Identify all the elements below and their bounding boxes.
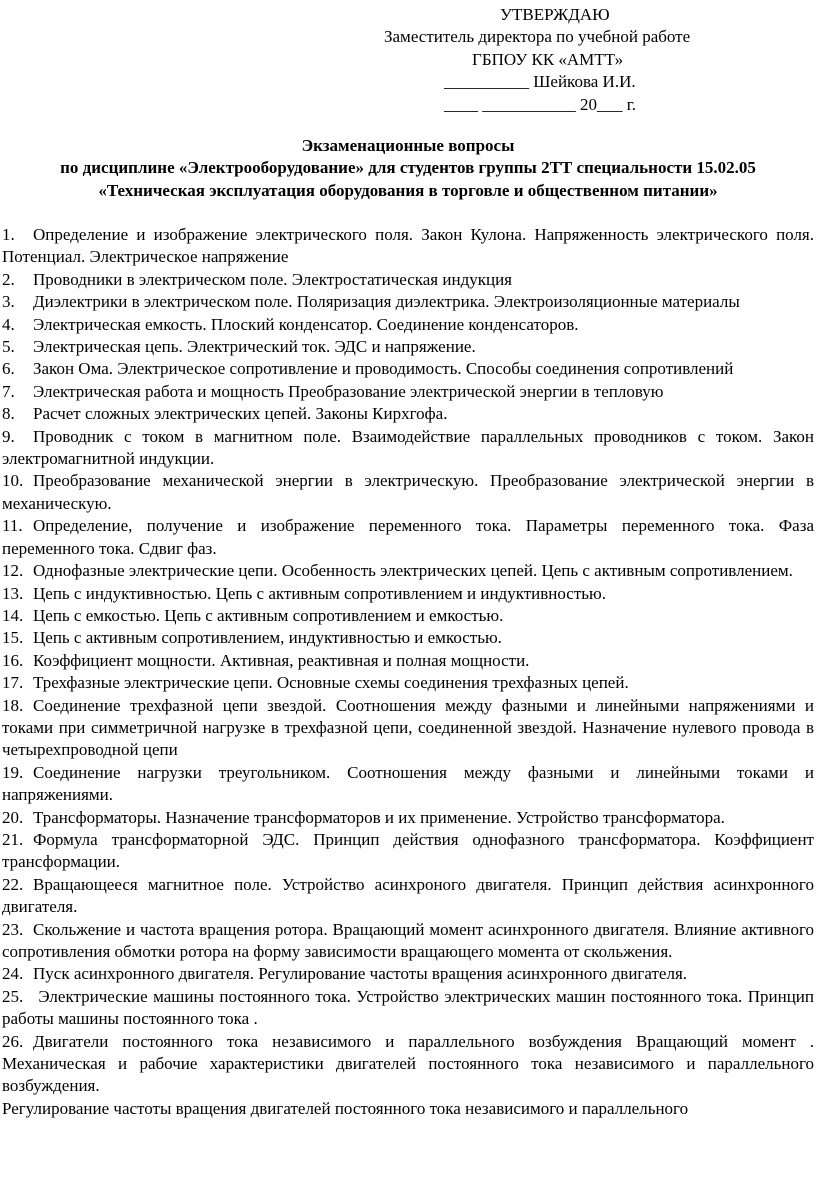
question-text: Преобразование механической энергии в электрическую. Преобразование электрической энергии в механическую. <box>2 471 814 513</box>
approval-position: Заместитель директора по учебной работе <box>384 27 691 47</box>
question-text: Трехфазные электрические цепи. Основные схемы соединения трехфазных цепей. <box>33 673 629 693</box>
question-item <box>2 919 814 964</box>
question-item <box>2 403 814 425</box>
question-item <box>2 291 814 313</box>
question-item <box>2 269 814 291</box>
question-number: 6. <box>2 359 15 379</box>
question-item <box>2 672 814 694</box>
approval-date-line: ____ ___________ 20___ г. <box>444 94 637 114</box>
approval-title: УТВЕРЖДАЮ <box>500 5 610 24</box>
question-text: Диэлектрики в электрическом поле. Поляризация диэлектрика. Электроизоляционные материалы <box>33 292 740 312</box>
question-number: 26. <box>2 1031 24 1051</box>
question-item <box>2 470 814 515</box>
question-number: 21. <box>2 829 24 849</box>
question-number: 14. <box>2 605 24 625</box>
question-number: 7. <box>2 381 15 401</box>
question-number: 25. <box>2 986 24 1006</box>
question-number: 23. <box>2 919 24 939</box>
question-text: Расчет сложных электрических цепей. Законы Кирхгофа. <box>33 404 448 424</box>
question-number: 16. <box>2 650 24 670</box>
question-item <box>2 515 814 560</box>
question-text: Определение и изображение электрического поля. Закон Кулона. Напряженность электрического поля. Потенциал. Электрическое напряжение <box>2 225 814 267</box>
question-text: Соединение трехфазной цепи звездой. Соотношения между фазными и линейными напряжениями и токами при симметричной нагрузке в трехфазной цепи, соединенной звездой. Назначение нулевого провода в четырехпроводной цепи <box>2 695 814 760</box>
question-item <box>2 336 814 358</box>
question-text: Проводник с током в магнитном поле. Взаимодействие параллельных проводников с током. Закон электромагнитной индукции. <box>2 426 814 469</box>
question-number: 17. <box>2 673 24 693</box>
approval-block <box>384 4 690 116</box>
question-number: 13. <box>2 583 24 603</box>
heading-title: Экзаменационные вопросы <box>301 136 515 155</box>
question-number: 15. <box>2 628 24 648</box>
question-item <box>2 963 814 985</box>
question-text: Электрическая работа и мощность Преобразование электрической энергии в тепловую <box>33 381 664 401</box>
approval-organization: ГБПОУ КК «АМТТ» <box>472 49 624 69</box>
question-item <box>2 224 814 269</box>
question-text: Электрические машины постоянного тока. Устройство электрических машин постоянного тока. Принцип работы машины постоянного тока . <box>2 986 814 1029</box>
question-number: 2. <box>2 269 15 289</box>
question-number: 11. <box>2 516 23 536</box>
tail-text: Регулирование частоты вращения двигателей постоянного тока независимого и параллельного <box>2 1098 689 1118</box>
question-item <box>2 695 814 762</box>
question-text: Вращающееся магнитное поле. Устройство асинхроного двигателя. Принцип действия асинхронного двигателя. <box>2 874 814 917</box>
question-text: Электрическая емкость. Плоский конденсатор. Соединение конденсаторов. <box>33 314 579 334</box>
question-text: Трансформаторы. Назначение трансформаторов и их применение. Устройство трансформатора. <box>33 807 725 827</box>
approval-signature-line: __________ Шейкова И.И. <box>444 72 636 92</box>
question-item <box>2 314 814 336</box>
question-number: 4. <box>2 314 15 334</box>
question-item <box>2 627 814 649</box>
question-text: Коэффициент мощности. Активная, реактивная и полная мощности. <box>33 650 530 670</box>
question-text: Электрическая цепь. Электрический ток. ЭДС и напряжение. <box>33 337 476 357</box>
question-text: Скольжение и частота вращения ротора. Вращающий момент асинхронного двигателя. Влияние активного сопротивления обмотки ротора на форму зависимости вращающего момента от скольжения. <box>2 919 814 961</box>
question-number: 1. <box>2 225 15 244</box>
question-number: 22. <box>2 874 24 894</box>
question-item <box>2 874 814 919</box>
question-item <box>2 381 814 403</box>
question-item <box>2 762 814 807</box>
question-item <box>2 1031 814 1098</box>
question-number: 5. <box>2 337 15 357</box>
heading-specialty: «Техническая эксплуатация оборудования в торговле и общественном питании» <box>98 180 718 200</box>
question-item <box>2 650 814 672</box>
question-number: 20. <box>2 807 24 827</box>
questions-list <box>2 224 814 1120</box>
question-item <box>2 986 814 1031</box>
question-number: 3. <box>2 292 15 312</box>
question-number: 10. <box>2 471 24 491</box>
question-item <box>2 583 814 605</box>
question-item <box>2 426 814 471</box>
question-text: Проводники в электрическом поле. Электростатическая индукция <box>33 269 512 289</box>
heading-discipline: по дисциплине «Электрооборудование» для студентов группы 2ТТ специальности 15.02.05 <box>60 158 756 178</box>
document-heading <box>2 135 814 202</box>
question-text: Однофазные электрические цепи. Особенность электрических цепей. Цепь с активным сопротивлением. <box>33 561 793 581</box>
question-text: Соединение нагрузки треугольником. Соотношения между фазными и линейными токами и напряжениями. <box>2 762 814 805</box>
question-item <box>2 829 814 874</box>
question-text: Формула трансформаторной ЭДС. Принцип действия однофазного трансформатора. Коэффициент трансформации. <box>2 829 814 872</box>
question-item <box>2 560 814 582</box>
question-number: 12. <box>2 561 24 581</box>
question-text: Цепь с активным сопротивлением, индуктивностью и емкостью. <box>33 628 502 648</box>
question-text: Цепь с емкостью. Цепь с активным сопротивлением и емкостью. <box>33 605 504 625</box>
question-text: Пуск асинхронного двигателя. Регулирование частоты вращения асинхронного двигателя. <box>33 964 688 984</box>
question-number: 8. <box>2 404 15 424</box>
question-item <box>2 358 814 380</box>
question-text: Цепь с индуктивностью. Цепь с активным сопротивлением и индуктивностью. <box>33 583 606 603</box>
question-number: 18. <box>2 695 24 715</box>
question-number: 9. <box>2 426 15 446</box>
question-text: Закон Ома. Электрическое сопротивление и проводимость. Способы соединения сопротивлений <box>33 359 734 379</box>
question-number: 19. <box>2 762 24 782</box>
question-number: 24. <box>2 964 24 984</box>
question-item <box>2 807 814 829</box>
question-text: Определение, получение и изображение переменного тока. Параметры переменного тока. Фаза переменного тока. Сдвиг фаз. <box>2 516 814 558</box>
question-item <box>2 605 814 627</box>
question-text: Двигатели постоянного тока независимого и параллельного возбуждения Вращающий момент . Механическая и рабочие характеристики двигателей постоянного тока независимого и параллельного возбуждения. <box>2 1031 814 1096</box>
